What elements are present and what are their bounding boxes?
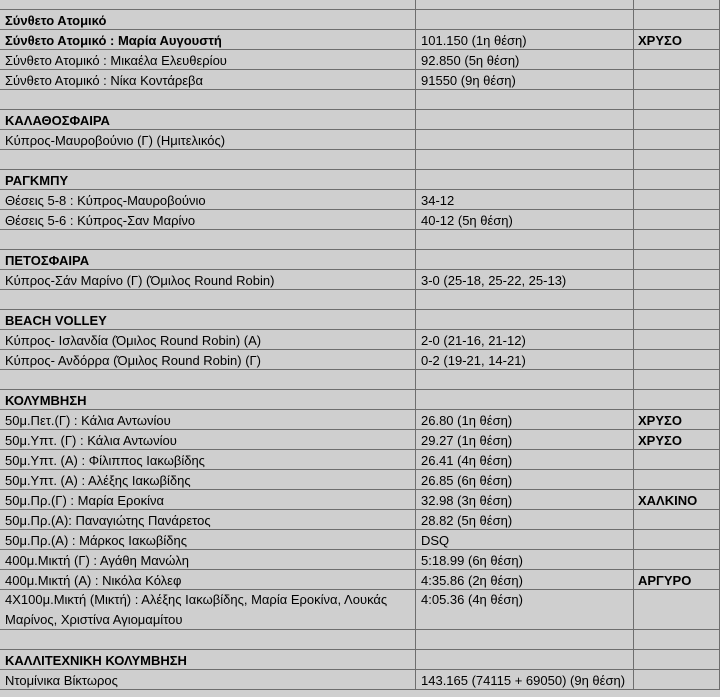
cell-c[interactable] (634, 70, 720, 89)
cell-c[interactable] (634, 230, 720, 249)
sheet-row[interactable] (0, 650, 720, 670)
cell-c[interactable] (634, 530, 720, 549)
sheet-row[interactable] (0, 490, 720, 510)
sheet-row[interactable] (0, 530, 720, 550)
sheet-row[interactable] (0, 550, 720, 570)
cell-b[interactable]: 143.165 (74115 + 69050) (9η θέση) (416, 670, 634, 689)
cell-a[interactable]: Σύνθετο Ατομικό : Μικαέλα Ελευθερίου (0, 50, 416, 69)
cell-b[interactable] (416, 110, 634, 129)
sheet-row[interactable] (0, 190, 720, 210)
sheet-row[interactable] (0, 10, 720, 30)
cell-c[interactable] (634, 50, 720, 69)
medal-cell[interactable]: ΧΡΥΣΟ (634, 430, 720, 449)
cell-c[interactable] (634, 350, 720, 369)
cell-a[interactable]: Σύνθετο Ατομικό : Νίκα Κοντάρεβα (0, 70, 416, 89)
cell-b[interactable]: 5:18.99 (6η θέση) (416, 550, 634, 569)
sheet-row[interactable] (0, 630, 720, 650)
sheet-row[interactable] (0, 210, 720, 230)
cell-b[interactable]: 40-12 (5η θέση) (416, 210, 634, 229)
cell-b[interactable]: 101.150 (1η θέση) (416, 30, 634, 49)
medal-cell[interactable]: ΧΑΛΚΙΝΟ (634, 490, 720, 509)
cell-c[interactable] (634, 670, 720, 689)
cell-b[interactable]: 0-2 (19-21, 14-21) (416, 350, 634, 369)
sheet-row[interactable] (0, 590, 720, 630)
sheet-row[interactable] (0, 230, 720, 250)
sheet-row[interactable] (0, 390, 720, 410)
sheet-row[interactable] (0, 170, 720, 190)
cell-a[interactable]: Θέσεις 5-8 : Κύπρος-Μαυροβούνιο (0, 190, 416, 209)
section-header-cell[interactable]: Σύνθετο Ατομικό (0, 10, 416, 29)
cell-b[interactable]: DSQ (416, 530, 634, 549)
cell-a[interactable]: 50μ.Πρ.(Γ) : Μαρία Εροκίνα (0, 490, 416, 509)
medal-cell[interactable]: ΑΡΓΥΡΟ (634, 570, 720, 589)
cell-c[interactable] (634, 630, 720, 649)
cell-b[interactable]: 4:05.36 (4η θέση) (416, 590, 634, 629)
cell-b[interactable]: 4:35.86 (2η θέση) (416, 570, 634, 589)
sheet-row[interactable] (0, 130, 720, 150)
cell-c[interactable] (634, 130, 720, 149)
sheet-row[interactable] (0, 410, 720, 430)
cell-c[interactable] (634, 650, 720, 669)
cell-a[interactable]: 400μ.Μικτή (Α) : Νικόλα Κόλεφ (0, 570, 416, 589)
cell-b[interactable]: 26.80 (1η θέση) (416, 410, 634, 429)
section-header-cell[interactable]: BEACH VOLLEY (0, 310, 416, 329)
cell-c[interactable] (634, 310, 720, 329)
section-header-cell[interactable]: ΡΑΓΚΜΠΥ (0, 170, 416, 189)
medal-cell[interactable]: ΧΡΥΣΟ (634, 30, 720, 49)
cell-b[interactable]: 92.850 (5η θέση) (416, 50, 634, 69)
cell-b[interactable] (416, 370, 634, 389)
sheet-row[interactable] (0, 250, 720, 270)
cell-a[interactable]: 50μ.Πετ.(Γ) : Κάλια Αντωνίου (0, 410, 416, 429)
cell-a[interactable]: Κύπρος- Ισλανδία (Όμιλος Round Robin) (Α) (0, 330, 416, 349)
cell-a[interactable]: 50μ.Πρ.(Α) : Μάρκος Ιακωβίδης (0, 530, 416, 549)
cell-a[interactable]: 50μ.Υπτ. (Γ) : Κάλια Αντωνίου (0, 430, 416, 449)
section-header-cell[interactable]: ΚΑΛΛΙΤΕΧΝΙΚΗ ΚΟΛΥΜΒΗΣΗ (0, 650, 416, 669)
medal-cell[interactable]: ΧΡΥΣΟ (634, 410, 720, 429)
sheet-row[interactable] (0, 0, 720, 10)
cell-b[interactable]: 3-0 (25-18, 25-22, 25-13) (416, 270, 634, 289)
cell-b[interactable]: 26.85 (6η θέση) (416, 470, 634, 489)
cell-b[interactable] (416, 250, 634, 269)
sheet-row[interactable] (0, 70, 720, 90)
section-header-cell[interactable]: ΚΑΛΑΘΟΣΦΑΙΡΑ (0, 110, 416, 129)
cell-a[interactable]: 400μ.Μικτή (Γ) : Αγάθη Μανώλη (0, 550, 416, 569)
sheet-row[interactable] (0, 670, 720, 690)
section-header-cell[interactable]: ΚΟΛΥΜΒΗΣΗ (0, 390, 416, 409)
cell-c[interactable] (634, 390, 720, 409)
cell-c[interactable] (634, 270, 720, 289)
sheet-row[interactable] (0, 350, 720, 370)
cell-b[interactable]: 32.98 (3η θέση) (416, 490, 634, 509)
cell-a[interactable]: Ντομίνικα Βίκτωρος (0, 670, 416, 689)
sheet-row[interactable] (0, 270, 720, 290)
cell-a[interactable] (0, 0, 416, 9)
cell-b[interactable] (416, 290, 634, 309)
sheet-row[interactable] (0, 110, 720, 130)
cell-a[interactable]: 50μ.Πρ.(Α): Παναγιώτης Πανάρετος (0, 510, 416, 529)
cell-a[interactable]: Κύπρος-Μαυροβούνιο (Γ) (Ημιτελικός) (0, 130, 416, 149)
cell-c[interactable] (634, 470, 720, 489)
sheet-row[interactable] (0, 30, 720, 50)
cell-b[interactable] (416, 310, 634, 329)
cell-b[interactable]: 2-0 (21-16, 21-12) (416, 330, 634, 349)
sheet-row[interactable] (0, 290, 720, 310)
cell-a[interactable]: Θέσεις 5-6 : Κύπρος-Σαν Μαρίνο (0, 210, 416, 229)
cell-a[interactable]: Κύπρος- Ανδόρρα (Όμιλος Round Robin) (Γ) (0, 350, 416, 369)
cell-a[interactable]: Σύνθετο Ατομικό : Μαρία Αυγουστή (0, 30, 416, 49)
cell-a[interactable] (0, 630, 416, 649)
cell-b[interactable] (416, 630, 634, 649)
cell-b[interactable]: 26.41 (4η θέση) (416, 450, 634, 469)
cell-b[interactable]: 34-12 (416, 190, 634, 209)
cell-c[interactable] (634, 290, 720, 309)
sheet-row[interactable] (0, 150, 720, 170)
cell-a[interactable] (0, 370, 416, 389)
sheet-row[interactable] (0, 370, 720, 390)
cell-c[interactable] (634, 150, 720, 169)
cell-a[interactable] (0, 90, 416, 109)
cell-b[interactable]: 29.27 (1η θέση) (416, 430, 634, 449)
cell-c[interactable] (634, 550, 720, 569)
cell-c[interactable] (634, 110, 720, 129)
cell-b[interactable]: 91550 (9η θέση) (416, 70, 634, 89)
sheet-row[interactable] (0, 430, 720, 450)
cell-b[interactable] (416, 0, 634, 9)
cell-c[interactable] (634, 510, 720, 529)
cell-a[interactable]: 50μ.Υπτ. (Α) : Αλέξης Ιακωβίδης (0, 470, 416, 489)
cell-c[interactable] (634, 170, 720, 189)
cell-c[interactable] (634, 370, 720, 389)
cell-c[interactable] (634, 90, 720, 109)
cell-b[interactable] (416, 230, 634, 249)
cell-b[interactable] (416, 650, 634, 669)
cell-b[interactable]: 28.82 (5η θέση) (416, 510, 634, 529)
sheet-row[interactable] (0, 330, 720, 350)
sheet-row[interactable] (0, 90, 720, 110)
cell-c[interactable] (634, 250, 720, 269)
section-header-cell[interactable]: ΠΕΤΟΣΦΑΙΡΑ (0, 250, 416, 269)
cell-a[interactable] (0, 290, 416, 309)
sheet-row[interactable] (0, 50, 720, 70)
cell-b[interactable] (416, 170, 634, 189)
sheet-row[interactable] (0, 470, 720, 490)
sheet-row[interactable] (0, 450, 720, 470)
cell-c[interactable] (634, 190, 720, 209)
cell-b[interactable] (416, 150, 634, 169)
sheet-row[interactable] (0, 510, 720, 530)
cell-c[interactable] (634, 10, 720, 29)
sheet-row[interactable] (0, 570, 720, 590)
cell-a[interactable]: 4Χ100μ.Μικτή (Μικτή) : Αλέξης Ιακωβίδης, Μαρία Εροκίνα, Λουκάς Μαρίνος, Χριστίνα Αγιομαμίτου (0, 590, 416, 629)
cell-b[interactable] (416, 90, 634, 109)
cell-c[interactable] (634, 590, 720, 629)
sheet-row[interactable] (0, 310, 720, 330)
cell-c[interactable] (634, 330, 720, 349)
cell-b[interactable] (416, 10, 634, 29)
cell-a[interactable]: Κύπρος-Σάν Μαρίνο (Γ) (Όμιλος Round Robin) (0, 270, 416, 289)
cell-b[interactable] (416, 390, 634, 409)
cell-c[interactable] (634, 0, 720, 9)
cell-a[interactable]: 50μ.Υπτ. (Α) : Φίλιππος Ιακωβίδης (0, 450, 416, 469)
cell-a[interactable] (0, 230, 416, 249)
cell-b[interactable] (416, 130, 634, 149)
cell-c[interactable] (634, 450, 720, 469)
cell-a[interactable] (0, 150, 416, 169)
cell-c[interactable] (634, 210, 720, 229)
